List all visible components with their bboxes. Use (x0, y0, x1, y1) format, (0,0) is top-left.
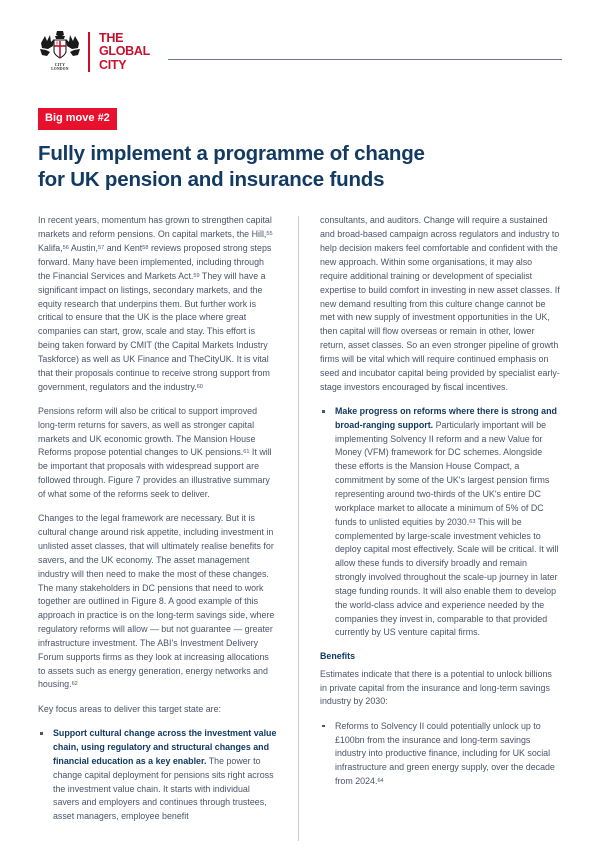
paragraph: Key focus areas to deliver this target state are: (38, 703, 222, 714)
logo-divider (88, 32, 90, 72)
footnote-marker: 64 (377, 778, 384, 785)
crest-icon (38, 30, 82, 64)
benefits-heading: Benefits (320, 651, 356, 662)
right-column (320, 214, 560, 841)
footnote-marker: 55 (266, 231, 273, 238)
footnote-marker: 60 (196, 383, 203, 390)
paragraph: consultants, and auditors. Change will require a sustained and broad-based campaign across regulators and industry to help decision makers feel comfortable and confident with the new approach. Within some organisations, it may also require additional training or development of specialist expertise to build comfort in investing in new asset classes. If new demand resulting from this culture change cannot be met with new supply of investment opportunities in the UK, then capital will flow overseas or remain in other, lower return, asset classes. So an even stronger pipeline of growth firms will be vital which will require continued emphasis on seed and incubator capital being provided by specialist early-stage investors encouraged by fiscal incentives. (320, 215, 560, 392)
left-column-paragraphs (38, 214, 278, 716)
wordmark-line-city: CITY (99, 57, 127, 72)
body-columns (38, 214, 562, 841)
wordmark-line-global: GLOBAL (99, 44, 150, 59)
page-title-line-2: for UK pension and insurance funds (38, 168, 385, 192)
page-title (38, 141, 562, 193)
benefits-bullet-list (320, 720, 560, 789)
page-title-line-1: Fully implement a programme of change (38, 142, 425, 165)
footnote-marker: 58 (142, 245, 149, 252)
left-column-bullet-list (38, 727, 278, 824)
footnote-marker: 56 (62, 245, 69, 252)
the-global-city-wordmark (99, 32, 150, 73)
benefits-intro: Estimates indicate that there is a potential to unlock billions in private capital from the insurance and long-term savings industry by 2030: (320, 668, 552, 707)
crest-wordmark-line-2: LONDON (51, 67, 69, 72)
paragraph: Pensions reform will also be critical to support improved long-term returns for savers, as well as stronger capital markets and UK economic growth. The Mansion House Reforms propose potential changes to UK pensions.$^{61}$ It will be important that proposals with widespread support are followed through. Figure 7 provides an illustrative summary of what some of the reforms seek to deliver. (38, 405, 272, 499)
footnote-marker: 63 (469, 518, 476, 525)
bullet-item: Make progress on reforms where there is strong and broad-ranging support. Particularly important will be implementing Solvency II reform and a new Value for Money (VFM) framework for DC schemes. Alongside these efforts is the Mansion House Compact, a commitment by some of the UK's largest pension firms representing around two-thirds of the UK's entire DC workplace market to allocate a minimum of 5% of DC funds to unlisted equities by 2030.63 This will be complemented by large-scale investment vehicles to deploy capital most effectively. Scale will be critical. It will allow these funds to diversify broadly and remain strongly involved throughout the scale-up journey in later stage funding rounds. It will also enable them to develop the world-class advice and experience needed by the companies they invest in, comparable to that provided currently by US venture capital firms. (320, 405, 560, 640)
city-of-london-crest-logo (38, 30, 82, 74)
bullet-lead-in: Make progress on reforms where there is strong and broad-ranging support. (335, 405, 557, 430)
big-move-badge (38, 80, 562, 130)
left-column (38, 214, 278, 841)
bullet-lead-in: Support cultural change across the investment value chain, using regulatory and structural changes and financial education as a key enabler. (53, 728, 277, 766)
wordmark-line-the: THE (99, 30, 124, 45)
footnote-marker: 59 (193, 272, 200, 279)
masthead (38, 28, 562, 76)
footnote-marker: 61 (243, 449, 250, 456)
right-column-bullet-list (320, 405, 560, 640)
big-move-badge-label: Big move #2 (38, 108, 117, 130)
footnote-marker: 57 (98, 245, 105, 252)
bullet-item: Support cultural change across the investment value chain, using regulatory and structural changes and financial education as a key enabler. The power to change capital deployment for pensions sits right across the investment value chain. It starts with individual savers and employers and continues through trustees, asset managers, employee benefit (38, 727, 278, 824)
right-column-continuation-paragraph (320, 214, 560, 394)
header-rule (168, 59, 562, 60)
column-divider (298, 216, 299, 841)
footnote-marker: 62 (71, 681, 78, 688)
crest-wordmark-line-1: CITY (54, 63, 66, 67)
crest-wordmark (38, 63, 82, 71)
paragraph: In recent years, momentum has grown to strengthen capital markets and reform pensions. On capital markets, the Hill,$^{55}$ Kalifa,$^{56}$ Austin,$^{57}$ and Kent$^{58}$ reviews proposed strong steps forward. Many have been implemented, including through the Financial Services and Markets Act.$^{59}$ They will have a significant impact on listings, secondary markets, and the equity research that underpins them. But further work is critical to ensure that the UK is the place where great companies can start, grow, scale and stay. This effort is being taken forward by CMIT (the Capital Markets Industry Taskforce) as well as UK Finance and TheCityUK. It is vital that their proposals continue to receive strong support from government, regulators and the industry.$^{60}$ (38, 215, 273, 392)
bullet-item: Reforms to Solvency II could potentially unlock up to £100bn from the insurance and long-term savings industry into productive finance, including for UK social infrastructure and green energy supply, over the decade from 2024.64 (320, 720, 560, 789)
paragraph: Changes to the legal framework are necessary. But it is cultural change around risk appetite, including investment in unlisted asset classes, that will ultimately realise benefits for savers, and the UK economy. The asset management industry will then need to make the most of these changes. The many stakeholders in DC pensions that need to work together are outlined in Figure 8. A good example of this approach in practice is on the long-term savings side, where regulatory reforms will allow — but not guarantee — greater infrastructure investment. The ABI's Investment Delivery Forum supports firms as they look at increasing allocations to assets such as energy generation, energy networks and housing.$^{62}$ (38, 513, 275, 690)
